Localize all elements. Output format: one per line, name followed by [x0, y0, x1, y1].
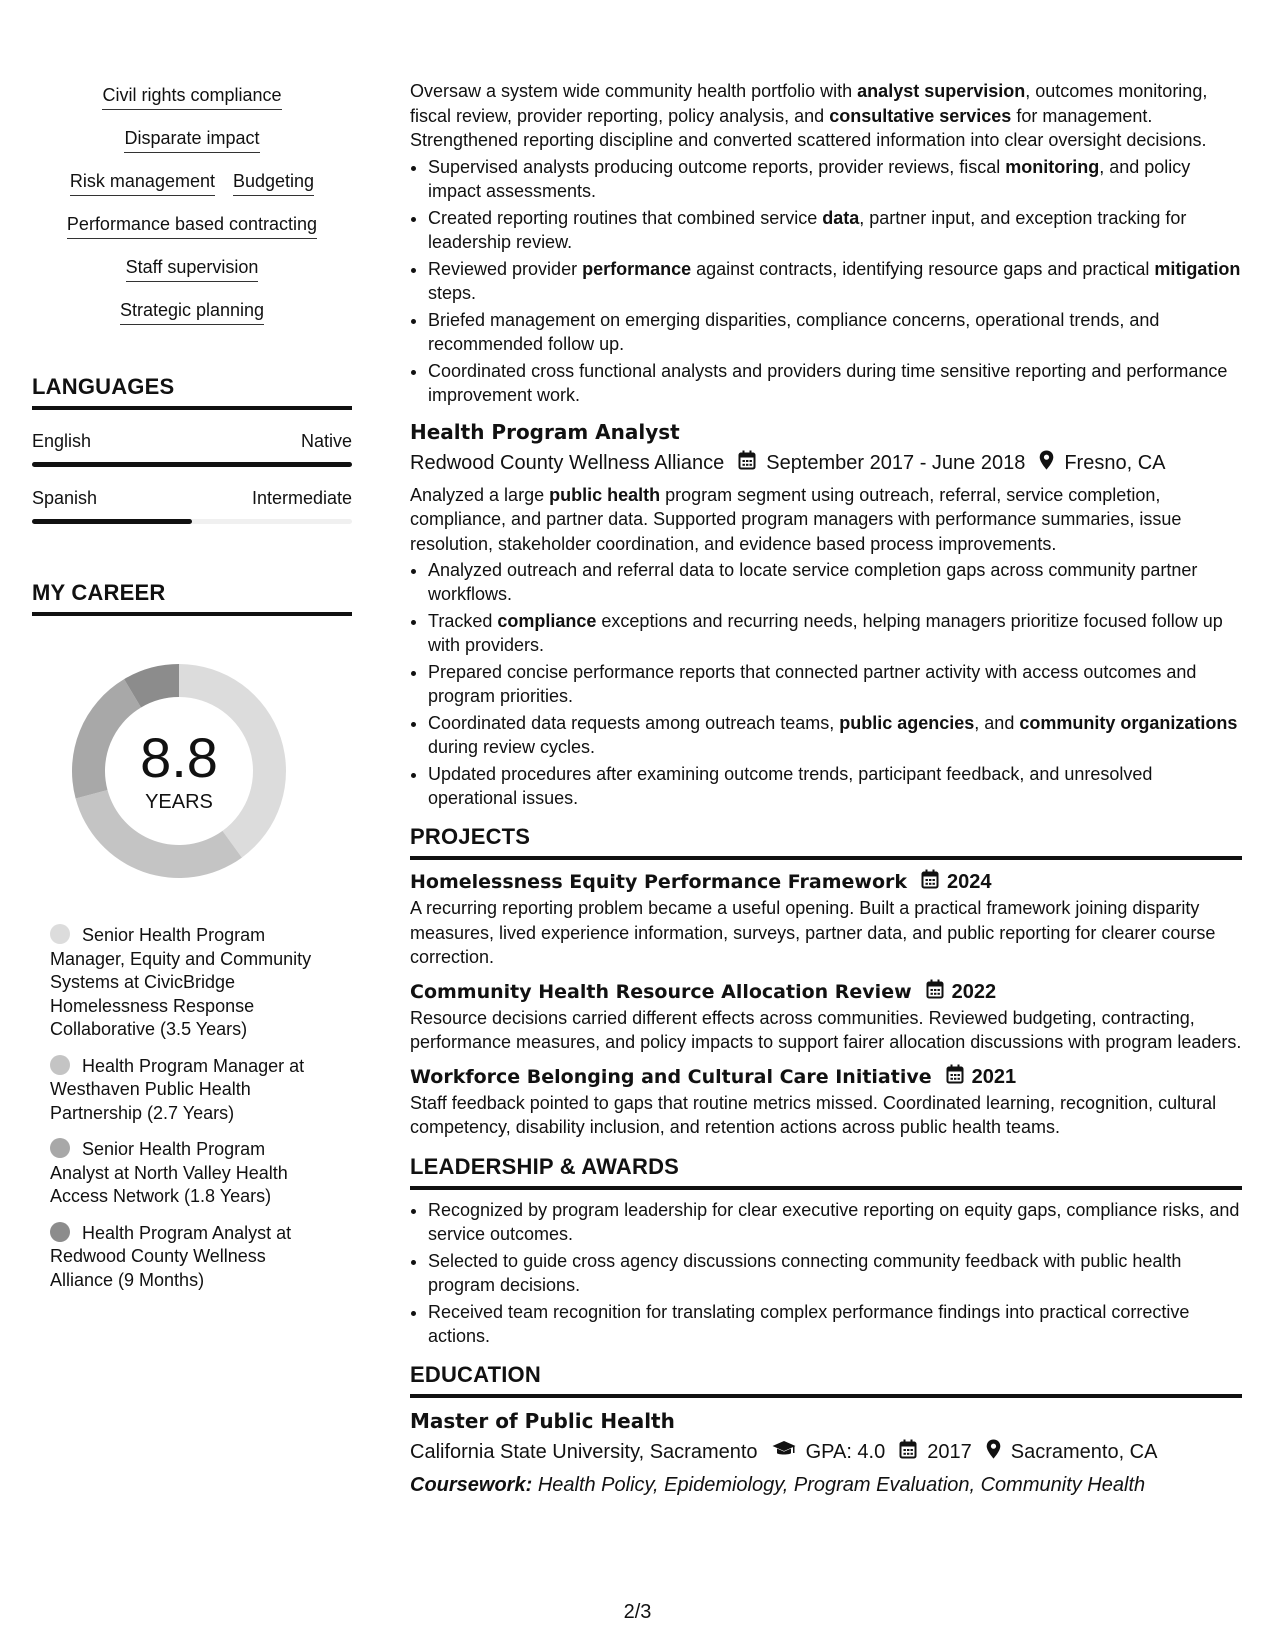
- coursework-list: Health Policy, Epidemiology, Program Evaluation, Community Health: [537, 1473, 1146, 1496]
- job-location: Fresno, CA: [1064, 452, 1166, 474]
- legend-item: [50, 924, 320, 1042]
- text-run: Prepared concise performance reports that connected partner activity with access outcomes and program priorities.: [428, 662, 1197, 706]
- text-run: Tracked: [428, 611, 498, 631]
- languages-section: [32, 374, 352, 524]
- project-year: 2022: [951, 980, 997, 1003]
- graduation-cap-icon: [772, 1439, 796, 1465]
- text-run: Coordinated data requests among outreach teams,: [428, 713, 840, 733]
- legend-dot-icon: [50, 1222, 70, 1242]
- text-run: , outcomes monitoring, fiscal review, provider reporting, policy analysis, and: [410, 81, 1208, 126]
- career-title: MY CAREER: [32, 580, 352, 616]
- language-bar: [32, 519, 352, 524]
- skill-tag: Civil rights compliance: [102, 84, 281, 110]
- language-item: [32, 430, 352, 467]
- text-run: Created reporting routines that combined service: [428, 207, 823, 228]
- text-run: , partner input, and exception tracking for leadership review.: [428, 207, 1187, 252]
- text-run: exceptions and recurring needs, helping managers prioritize focused follow up with providers.: [428, 611, 1223, 655]
- text-run: , and policy impact assessments.: [428, 156, 1191, 201]
- bold-text: public health: [549, 484, 661, 505]
- project-item: [410, 1064, 1242, 1140]
- bold-text: consultative services: [829, 105, 1012, 126]
- projects-title: PROJECTS: [410, 824, 1242, 860]
- text-run: for management. Strengthened reporting discipline and converted scattered information into clear oversight decisions.: [410, 105, 1207, 150]
- awards-list: [410, 1198, 1242, 1348]
- language-name: English: [32, 431, 92, 451]
- bullet-item: [428, 711, 1242, 759]
- projects-section: [410, 824, 1242, 1140]
- legend-item: [50, 1138, 320, 1209]
- skill-tag: Risk management: [70, 170, 215, 196]
- bold-text: performance: [582, 258, 692, 279]
- language-item: [32, 487, 352, 524]
- job-meta: [410, 450, 1242, 477]
- legend-label: Senior Health Program Manager, Equity and Community Systems at CivicBridge Homelessness Response Collaborative (3.5 Years): [50, 925, 312, 1039]
- skill-row: [126, 256, 259, 282]
- legend-label: Health Program Manager at Westhaven Public Health Partnership (2.7 Years): [50, 1055, 305, 1123]
- text-run: Analyzed outreach and referral data to locate service completion gaps across community partner workflows.: [428, 560, 1198, 604]
- skill-tag: Performance based contracting: [67, 213, 317, 239]
- skill-tag: Disparate impact: [124, 127, 259, 153]
- text-run: Oversaw a system wide community health portfolio with: [410, 81, 858, 101]
- text-run: steps.: [428, 282, 477, 303]
- project-name: Community Health Resource Allocation Review: [410, 980, 912, 1003]
- awards-section: [410, 1154, 1242, 1348]
- education-meta: [410, 1439, 1242, 1466]
- legend-label: Senior Health Program Analyst at North Valley Health Access Network (1.8 Years): [50, 1139, 288, 1206]
- experience-summary: [410, 79, 1242, 153]
- location-pin-icon: [1039, 450, 1054, 477]
- page-number: 2/3: [623, 1601, 652, 1623]
- text-run: during review cycles.: [428, 737, 596, 757]
- project-description: Staff feedback pointed to gaps that routine metrics missed. Coordinated learning, recognition, cultural competency, disability inclusion, and retention actions across public health teams.: [410, 1092, 1217, 1137]
- coursework-label: Coursework:: [410, 1473, 533, 1496]
- skill-tag: Strategic planning: [120, 299, 264, 325]
- text-run: Analyzed a large: [410, 484, 550, 505]
- project-header: [410, 1064, 1242, 1091]
- legend-dot-icon: [50, 1138, 70, 1158]
- bullet-item: [428, 257, 1242, 305]
- job-bullets: [410, 558, 1242, 810]
- skill-row: [124, 127, 259, 153]
- bullet-item: [428, 359, 1242, 407]
- skill-tag: Budgeting: [233, 170, 314, 196]
- bullet-item: [428, 155, 1242, 203]
- education-location: Sacramento, CA: [1010, 1441, 1158, 1463]
- text-run: , and: [974, 713, 1020, 733]
- bold-text: mitigation: [1154, 258, 1241, 279]
- project-year: 2024: [947, 871, 992, 893]
- language-level: Native: [300, 431, 352, 451]
- bullet-item: [428, 660, 1242, 708]
- legend-label: Health Program Analyst at Redwood County Wellness Alliance (9 Months): [50, 1222, 292, 1290]
- text-run: against contracts, identifying resource gaps and practical: [691, 258, 1155, 279]
- project-year: 2021: [971, 1065, 1017, 1088]
- text-run: Reviewed provider: [428, 258, 583, 279]
- text-run: Briefed management on emerging disparities, compliance concerns, operational trends, and recommended follow up.: [428, 309, 1160, 354]
- project-header: [410, 979, 1242, 1006]
- skill-row: [67, 213, 317, 239]
- bold-text: compliance: [497, 611, 597, 631]
- text-run: Coordinated cross functional analysts and providers during time sensitive reporting and performance improvement work.: [428, 360, 1228, 405]
- legend-item: [50, 1222, 320, 1293]
- project-description: Resource decisions carried different effects across communities. Reviewed budgeting, contracting, performance measures, and policy impacts to support fairer allocation discussions with program leaders.: [410, 1007, 1242, 1052]
- language-level: Intermediate: [251, 488, 352, 508]
- career-section: [32, 580, 352, 1292]
- bullet-item: [428, 609, 1242, 657]
- text-run: program segment using outreach, referral, service completion, compliance, and partner data. Supported program managers with performance summaries, issue resolution, stakeholder coordination, and evidence based process improvements.: [410, 484, 1182, 554]
- legend-dot-icon: [50, 924, 70, 944]
- project-description: A recurring reporting problem became a useful opening. Built a practical framework joining disparity measures, lived experience information, surveys, partner data, and public reporting for clearer course correction.: [410, 898, 1216, 967]
- experience-bullets: [410, 155, 1242, 407]
- education-coursework: [410, 1472, 1242, 1498]
- bold-text: analyst supervision: [857, 81, 1026, 101]
- language-header: [32, 430, 352, 452]
- skill-row: [70, 170, 314, 196]
- calendar-icon: [921, 869, 939, 896]
- awards-title: LEADERSHIP & AWARDS: [410, 1154, 1242, 1190]
- job-company: Redwood County Wellness Alliance: [410, 452, 725, 474]
- education-gpa: GPA: 4.0: [805, 1441, 886, 1463]
- project-item: [410, 979, 1242, 1055]
- project-name: Workforce Belonging and Cultural Care Initiative: [410, 1065, 932, 1088]
- education-year: 2017: [927, 1441, 972, 1463]
- languages-title: LANGUAGES: [32, 374, 352, 410]
- calendar-icon: [926, 979, 944, 1006]
- location-pin-icon: [986, 1439, 1001, 1466]
- bold-text: monitoring: [1005, 156, 1100, 177]
- award-item: • Recognized by program leadership for clear executive reporting on equity gaps, compliance risks, and service outcomes.: [428, 1198, 1242, 1246]
- job-dates: September 2017 - June 2018: [766, 452, 1026, 474]
- skills-list: [32, 84, 352, 342]
- education-section: [410, 1362, 1242, 1498]
- project-header: [410, 869, 1242, 896]
- skill-tag: Staff supervision: [126, 256, 259, 282]
- bold-text: data: [822, 207, 860, 228]
- education-school: California State University, Sacramento: [410, 1441, 758, 1463]
- job-title: Health Program Analyst: [410, 419, 680, 444]
- career-total-value: 8.8: [140, 726, 218, 789]
- bullet-item: [428, 206, 1242, 254]
- education-title: EDUCATION: [410, 1362, 1242, 1398]
- bullet-item: [428, 308, 1242, 356]
- calendar-icon: [946, 1064, 964, 1091]
- donut-center: [64, 656, 294, 886]
- right-column: [410, 79, 1242, 1498]
- language-bar-fill: [32, 519, 192, 524]
- education-degree: Master of Public Health: [410, 1408, 675, 1433]
- project-item: [410, 869, 1242, 970]
- career-legend: [50, 924, 320, 1292]
- skill-row: [120, 299, 264, 325]
- job-summary: [410, 483, 1242, 557]
- bold-text: public agencies: [839, 713, 975, 733]
- bold-text: community organizations: [1019, 713, 1238, 733]
- language-name: Spanish: [32, 488, 98, 508]
- language-header: [32, 487, 352, 509]
- skill-row: [102, 84, 281, 110]
- bullet-item: [428, 558, 1242, 606]
- award-item: • Received team recognition for translating complex performance findings into practical corrective actions.: [428, 1300, 1242, 1348]
- language-bar: [32, 462, 352, 467]
- text-run: Updated procedures after examining outcome trends, participant feedback, and unresolved operational issues.: [428, 764, 1153, 808]
- award-item: • Selected to guide cross agency discussions connecting community feedback with public health program decisions.: [428, 1249, 1242, 1297]
- calendar-icon: [738, 450, 756, 477]
- project-name: Homelessness Equity Performance Framework: [410, 871, 908, 893]
- left-column: [32, 84, 352, 1305]
- legend-item: [50, 1055, 320, 1126]
- legend-dot-icon: [50, 1055, 70, 1075]
- language-bar-fill: [32, 462, 352, 467]
- text-run: Supervised analysts producing outcome reports, provider reviews, fiscal: [428, 156, 1006, 177]
- calendar-icon: [899, 1439, 917, 1466]
- career-total-unit: YEARS: [145, 791, 213, 813]
- career-donut-chart: [64, 656, 294, 886]
- bullet-item: [428, 762, 1242, 810]
